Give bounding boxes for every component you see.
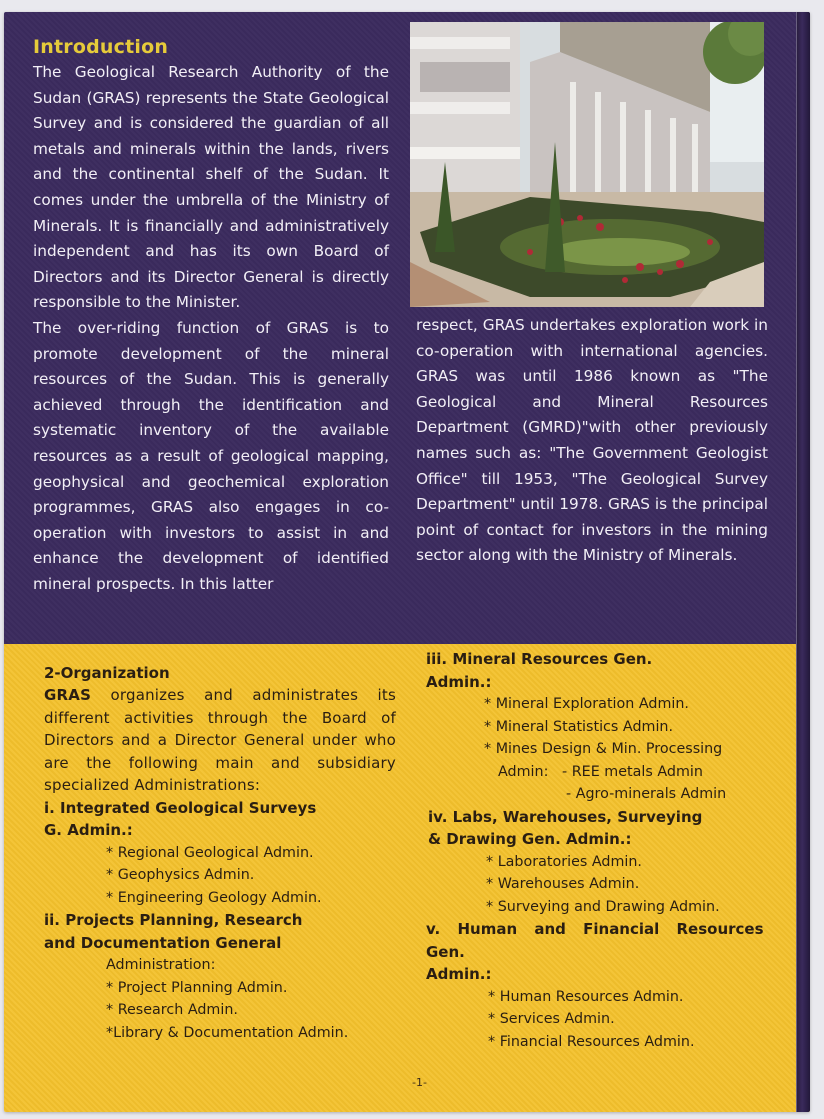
list-item: * Services Admin. [488,1011,615,1027]
section-ii [44,909,396,1044]
sub-list-item: - REE metals Admin [562,763,703,780]
sub-list-label: Admin: [498,763,549,780]
organization-heading: 2-Organization [44,664,170,682]
section-iii-title-1: iii. Mineral Resources Gen. [426,650,653,668]
organization-intro [44,684,396,797]
brochure-page [4,12,810,1112]
building-photo [410,22,764,307]
list-item: * Engineering Geology Admin. [106,889,322,906]
introduction-paragraph-2-right: respect, GRAS undertakes exploration work in co-operation with international agencies. GRAS was until 1986 known as "The Geological and Mineral Resources Department (GMRD)"with other previously names such as: "The Government Geologist Office" till 1953, "The Geological Survey Department" until 1978. GRAS is the principal point of contact for investors in the mining sector along with the Ministry of Minerals. [416,316,768,565]
introduction-right-column [416,313,768,569]
list-item: * Laboratories Admin. [486,853,642,870]
list-item: * Mines Design & Min. Processing [484,741,723,757]
section-iii [426,648,800,806]
organization-right-column [426,648,800,1053]
list-item: * Mineral Statistics Admin. [484,718,674,735]
list-item: *Library & Documentation Admin. [106,1024,349,1041]
introduction-paragraph-2-left: The over-riding function of GRAS is to promote development of the mineral resources of the Sudan. This is generally achieved through the identification and systematic inventory of the available resources as a result of geological mapping, geophysical and geochemical exploration programmes, GRAS also engages in co-operation with investors to assist in and enhance the development of identified mineral prospects. In this latter [33,318,389,593]
organization-intro-bold: GRAS [44,686,92,704]
page-number: -1- [412,1076,427,1089]
section-iv-title-1: iv. Labs, Warehouses, Surveying [428,807,703,826]
list-item: * Geophysics Admin. [106,867,255,883]
section-i-title-2: G. Admin.: [44,821,133,839]
section-i [44,797,396,910]
section-v-title-1: v. Human and Financial Resources Gen. [426,920,764,961]
list-item: * Research Admin. [106,1002,238,1018]
section-ii-subtitle: Administration: [106,957,216,973]
sub-list-row [426,761,800,784]
list-item: * Financial Resources Admin. [488,1033,695,1050]
section-v [426,918,800,1053]
list-item: * Human Resources Admin. [488,988,684,1005]
section-iv-title-2: & Drawing Gen. Admin.: [428,830,632,848]
section-ii-title-1: ii. Projects Planning, Research [44,911,303,929]
introduction-left-column [33,60,389,597]
building-photo-icon [410,22,764,307]
list-item: * Mineral Exploration Admin. [484,696,689,712]
introduction-paragraph-1: The Geological Research Authority of the Sudan (GRAS) represents the State Geological Survey and is considered the guardian of all metals and minerals within the lands, rivers and the continental shelf of the Sudan. It comes under the umbrella of the Ministry of Minerals. It is financially and administratively independent and has its own Board of Directors and its Director General is directly responsible to the Minister. [33,63,389,312]
section-ii-title-2: and Documentation General [44,933,282,952]
organization-intro-text: organizes and administrates its different activities through the Board of Directors and a Director General under who are the following main and subsidiary specialized Administrations: [44,686,396,794]
list-item: * Regional Geological Admin. [106,844,314,861]
list-item: * Project Planning Admin. [106,979,288,996]
section-iv [426,806,800,919]
list-item: * Surveying and Drawing Admin. [486,898,720,915]
sub-list-item: - Agro-minerals Admin [566,786,727,802]
section-v-title-2: Admin.: [426,965,492,983]
introduction-heading: Introduction [33,36,169,58]
list-item: * Warehouses Admin. [486,876,640,892]
section-iii-title-2: Admin.: [426,672,492,691]
section-i-title-1: i. Integrated Geological Surveys [44,798,317,817]
organization-left-column [44,662,396,1044]
